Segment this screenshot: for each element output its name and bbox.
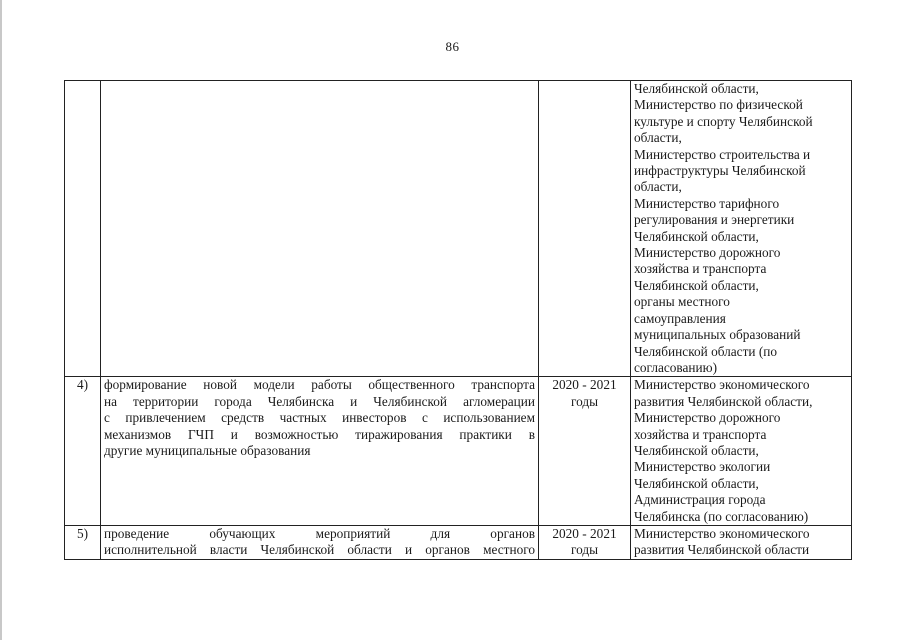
period-cell (539, 81, 631, 377)
responsible-line: регулирования и энергетики (634, 212, 795, 228)
responsible-line: Министерство экономического (634, 525, 810, 541)
description-cell (101, 525, 539, 559)
description-line: формирование новой модели работы общественного транспорта (104, 377, 535, 393)
table-row-continued (65, 81, 852, 377)
description-line: механизмов ГЧП и возможностью тиражирования практики в (104, 426, 535, 442)
responsible-line: хозяйства и транспорта (634, 426, 767, 442)
responsible-line: области, (634, 130, 682, 146)
responsible-line: Челябинской области, (634, 475, 759, 491)
responsible-line: Министерство экологии (634, 459, 771, 475)
description-line: на территории города Челябинска и Челябинской агломерации (104, 393, 535, 409)
responsible-line: Челябинской области, (634, 277, 759, 293)
responsible-line: Министерство строительства и (634, 146, 811, 162)
description-line: другие муниципальные образования (104, 442, 311, 458)
responsible-line: Челябинска (по согласованию) (634, 508, 809, 524)
description-line: с привлечением средств частных инвесторов с использованием (104, 410, 535, 426)
responsible-cell (631, 525, 852, 559)
measures-table (64, 80, 852, 560)
responsible-line: Челябинской области (по (634, 343, 778, 359)
responsible-cell (631, 81, 852, 377)
responsible-line: Челябинской области, (634, 81, 759, 96)
responsible-line: Челябинской области, (634, 442, 759, 458)
period-years: 2020 - 2021 (552, 525, 617, 541)
table-row-5 (65, 525, 852, 559)
description-line: проведение обучающих мероприятий для органов (104, 525, 535, 541)
responsible-line: развития Челябинской области, (634, 393, 813, 409)
responsible-line: органы местного (634, 294, 730, 310)
responsible-line: инфраструктуры Челябинской (634, 163, 806, 179)
responsible-line: развития Челябинской области (634, 542, 810, 558)
responsible-line: Министерство дорожного (634, 410, 781, 426)
responsible-line: области, (634, 179, 682, 195)
period-unit: годы (570, 393, 599, 409)
period-unit: годы (570, 542, 599, 558)
row-number-cell: 5) (65, 525, 101, 559)
responsible-line: Администрация города (634, 492, 766, 508)
row-number-cell (65, 81, 101, 377)
description-cell (101, 377, 539, 526)
responsible-line: хозяйства и транспорта (634, 261, 767, 277)
responsible-line: Министерство по физической (634, 97, 803, 113)
scan-left-edge (0, 0, 2, 640)
description-cell (101, 81, 539, 377)
responsible-line: Министерство дорожного (634, 245, 781, 261)
responsible-line: самоуправления (634, 310, 726, 326)
period-cell (539, 377, 631, 526)
responsible-cell (631, 377, 852, 526)
responsible-line: Челябинской области, (634, 228, 759, 244)
responsible-line: муниципальных образований (634, 327, 801, 343)
row-number-cell: 4) (65, 377, 101, 526)
responsible-line: Министерство тарифного (634, 195, 780, 211)
description-line: исполнительной власти Челябинской области и органов местного (104, 542, 535, 558)
responsible-line: культуре и спорту Челябинской (634, 113, 813, 129)
table-row-4 (65, 377, 852, 526)
period-cell (539, 525, 631, 559)
responsible-line: Министерство экономического (634, 377, 810, 393)
page-number: 86 (445, 39, 460, 54)
period-years: 2020 - 2021 (552, 377, 617, 393)
responsible-line: согласованию) (634, 359, 718, 375)
